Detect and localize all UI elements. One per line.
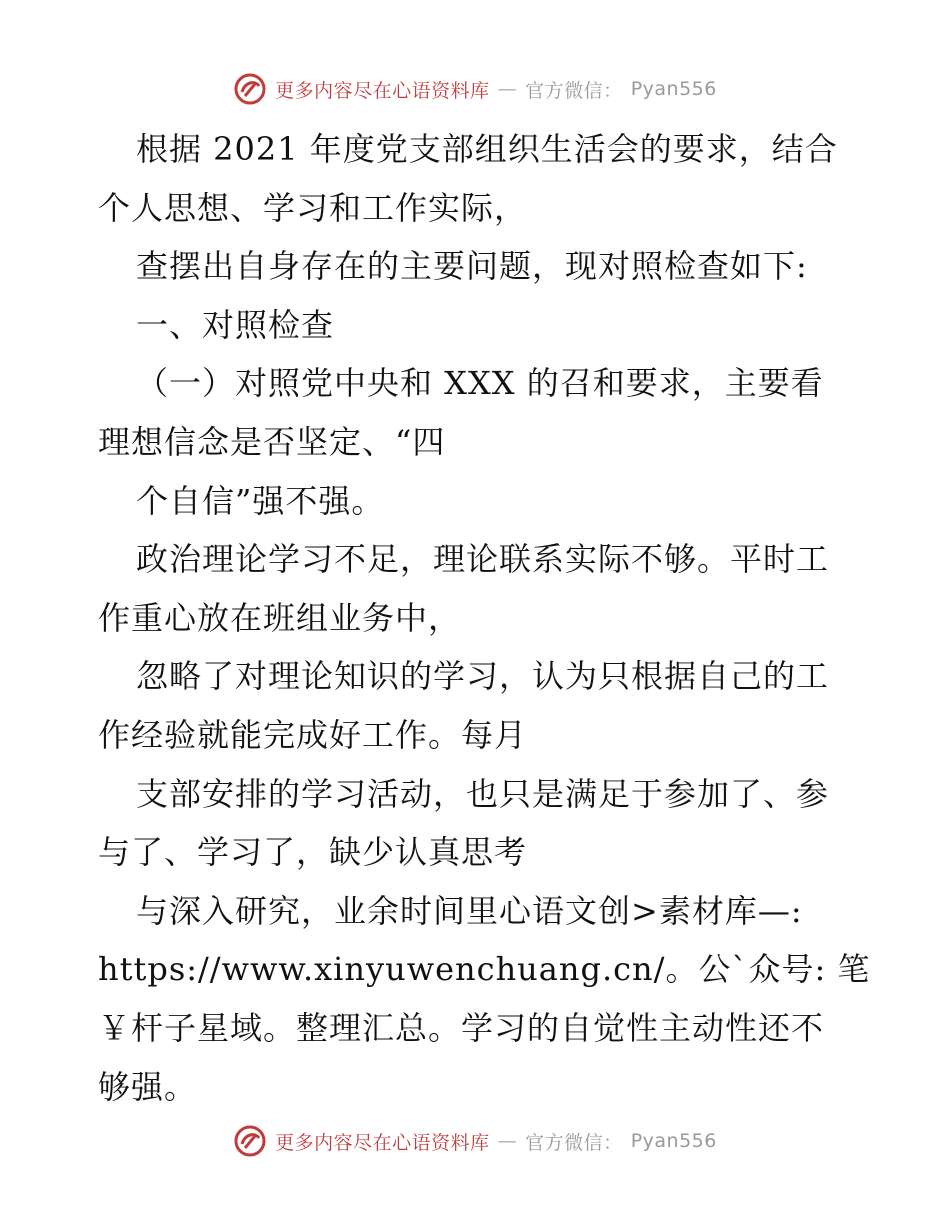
- text-line: 与深入研究，业余时间里心语文创>素材库—:: [136, 891, 803, 930]
- text-line: 够强。: [98, 1067, 198, 1106]
- text-line: 忽略了对理论知识的学习，认为只根据自己的工: [136, 657, 830, 696]
- text-line: 政治理论学习不足，理论联系实际不够。平时工: [136, 540, 830, 579]
- watermark-wechat-id: Pyan556: [630, 1130, 717, 1152]
- watermark-separator: —: [497, 78, 518, 100]
- watermark-official-label: 官方微信：: [525, 79, 623, 102]
- watermark-wechat-id: Pyan556: [630, 78, 717, 100]
- document-body: [98, 120, 871, 1116]
- text-line: 理想信念是否坚定、“四: [98, 422, 446, 461]
- section-heading: 一、对照检查: [136, 305, 335, 344]
- text-line: 作重心放在班组业务中，: [98, 598, 462, 637]
- watermark-separator: —: [497, 1130, 518, 1152]
- subsection-heading: （一）对照党中央和 XXX 的召和要求，主要看: [136, 364, 824, 403]
- swirl-logo-icon: [233, 72, 267, 106]
- text-line: ￥杆子星域。整理汇总。学习的自觉性主动性还不: [98, 1008, 825, 1047]
- text-line: 查摆出自身存在的主要问题，现对照检查如下:: [136, 247, 808, 286]
- watermark-brand-text: 更多内容尽在心语资料库: [275, 79, 490, 102]
- text-line: 个自信”强不强。: [136, 481, 385, 520]
- text-line: 作经验就能完成好工作。每月: [98, 715, 528, 754]
- text-line: 支部安排的学习活动，也只是满足于参加了、参: [136, 774, 830, 813]
- text-line: 与了、学习了，缺少认真思考: [98, 833, 528, 872]
- text-line: 个人思想、学习和工作实际，: [98, 188, 528, 227]
- text-line: 根据 2021 年度党支部组织生活会的要求，结合: [136, 130, 838, 168]
- watermark-brand-text: 更多内容尽在心语资料库: [275, 1131, 490, 1154]
- swirl-logo-icon: [233, 1124, 267, 1158]
- watermark-official-label: 官方微信：: [525, 1131, 623, 1154]
- footer-watermark: [0, 1124, 950, 1158]
- header-watermark: [0, 72, 950, 106]
- url-line: https://www.xinyuwenchuang.cn/。公`众号: 笔: [98, 950, 871, 989]
